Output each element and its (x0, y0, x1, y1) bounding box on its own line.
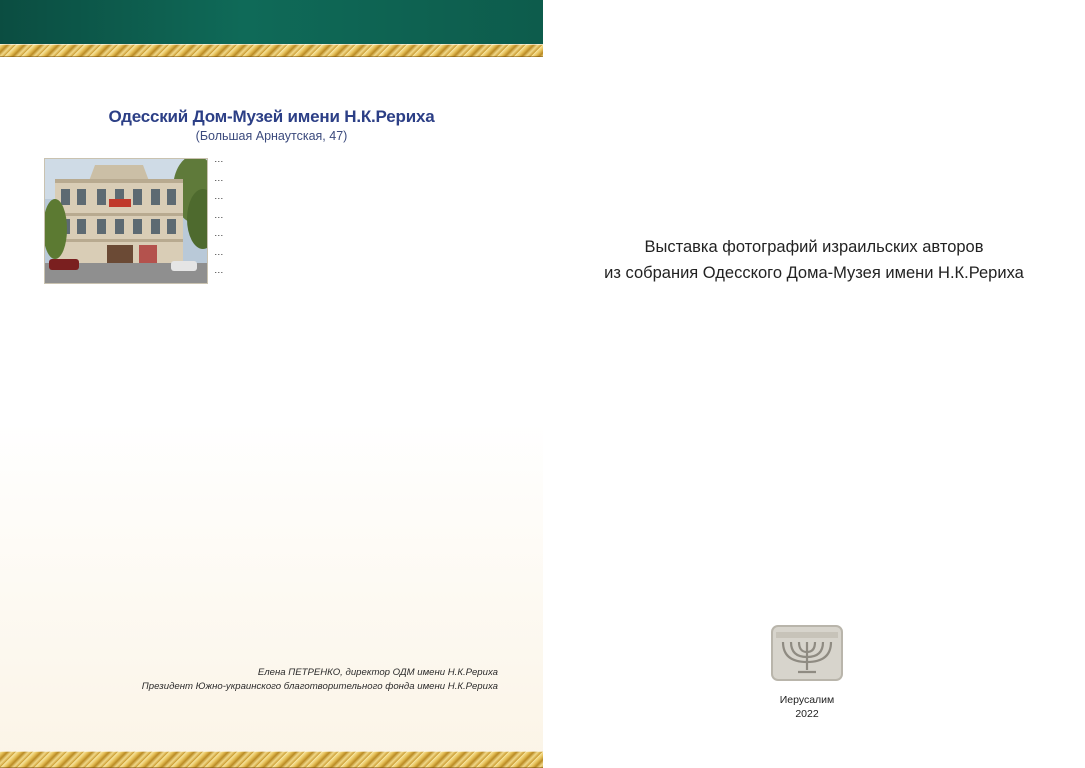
article-paragraph: … (214, 209, 224, 221)
article-paragraph: … (214, 172, 224, 184)
exhibition-title (543, 234, 1085, 286)
page-subtitle: (Большая Арнаутская, 47) (195, 129, 348, 143)
publication-city: Иерусалим (779, 694, 835, 706)
article-paragraph: … (214, 191, 224, 202)
page-title: Одесский Дом-Музей имени Н.К.Рериха (108, 107, 435, 126)
article-paragraph: … (214, 154, 224, 165)
gold-ornament-top (0, 44, 543, 57)
article-paragraph: … (214, 265, 224, 276)
gold-ornament-bottom (0, 751, 543, 768)
museum-building-photo (44, 158, 208, 284)
exhibition-title-line: из собрания Одесского Дома-Музея имени Н.К.Рериха (604, 264, 1024, 282)
article-paragraph: … (214, 228, 224, 239)
menorah-relief-image (770, 622, 844, 682)
signature-line: Президент Южно-украинского благотворительного фонда имени Н.К.Рериха (141, 681, 498, 692)
publication-year: 2022 (795, 708, 819, 720)
exhibition-title-line: Выставка фотографий израильских авторов (644, 238, 984, 256)
signature-line: Елена ПЕТРЕНКО, директор ОДМ имени Н.К.Рериха (257, 667, 498, 678)
article-paragraph: … (214, 246, 224, 258)
header-band (0, 0, 543, 44)
